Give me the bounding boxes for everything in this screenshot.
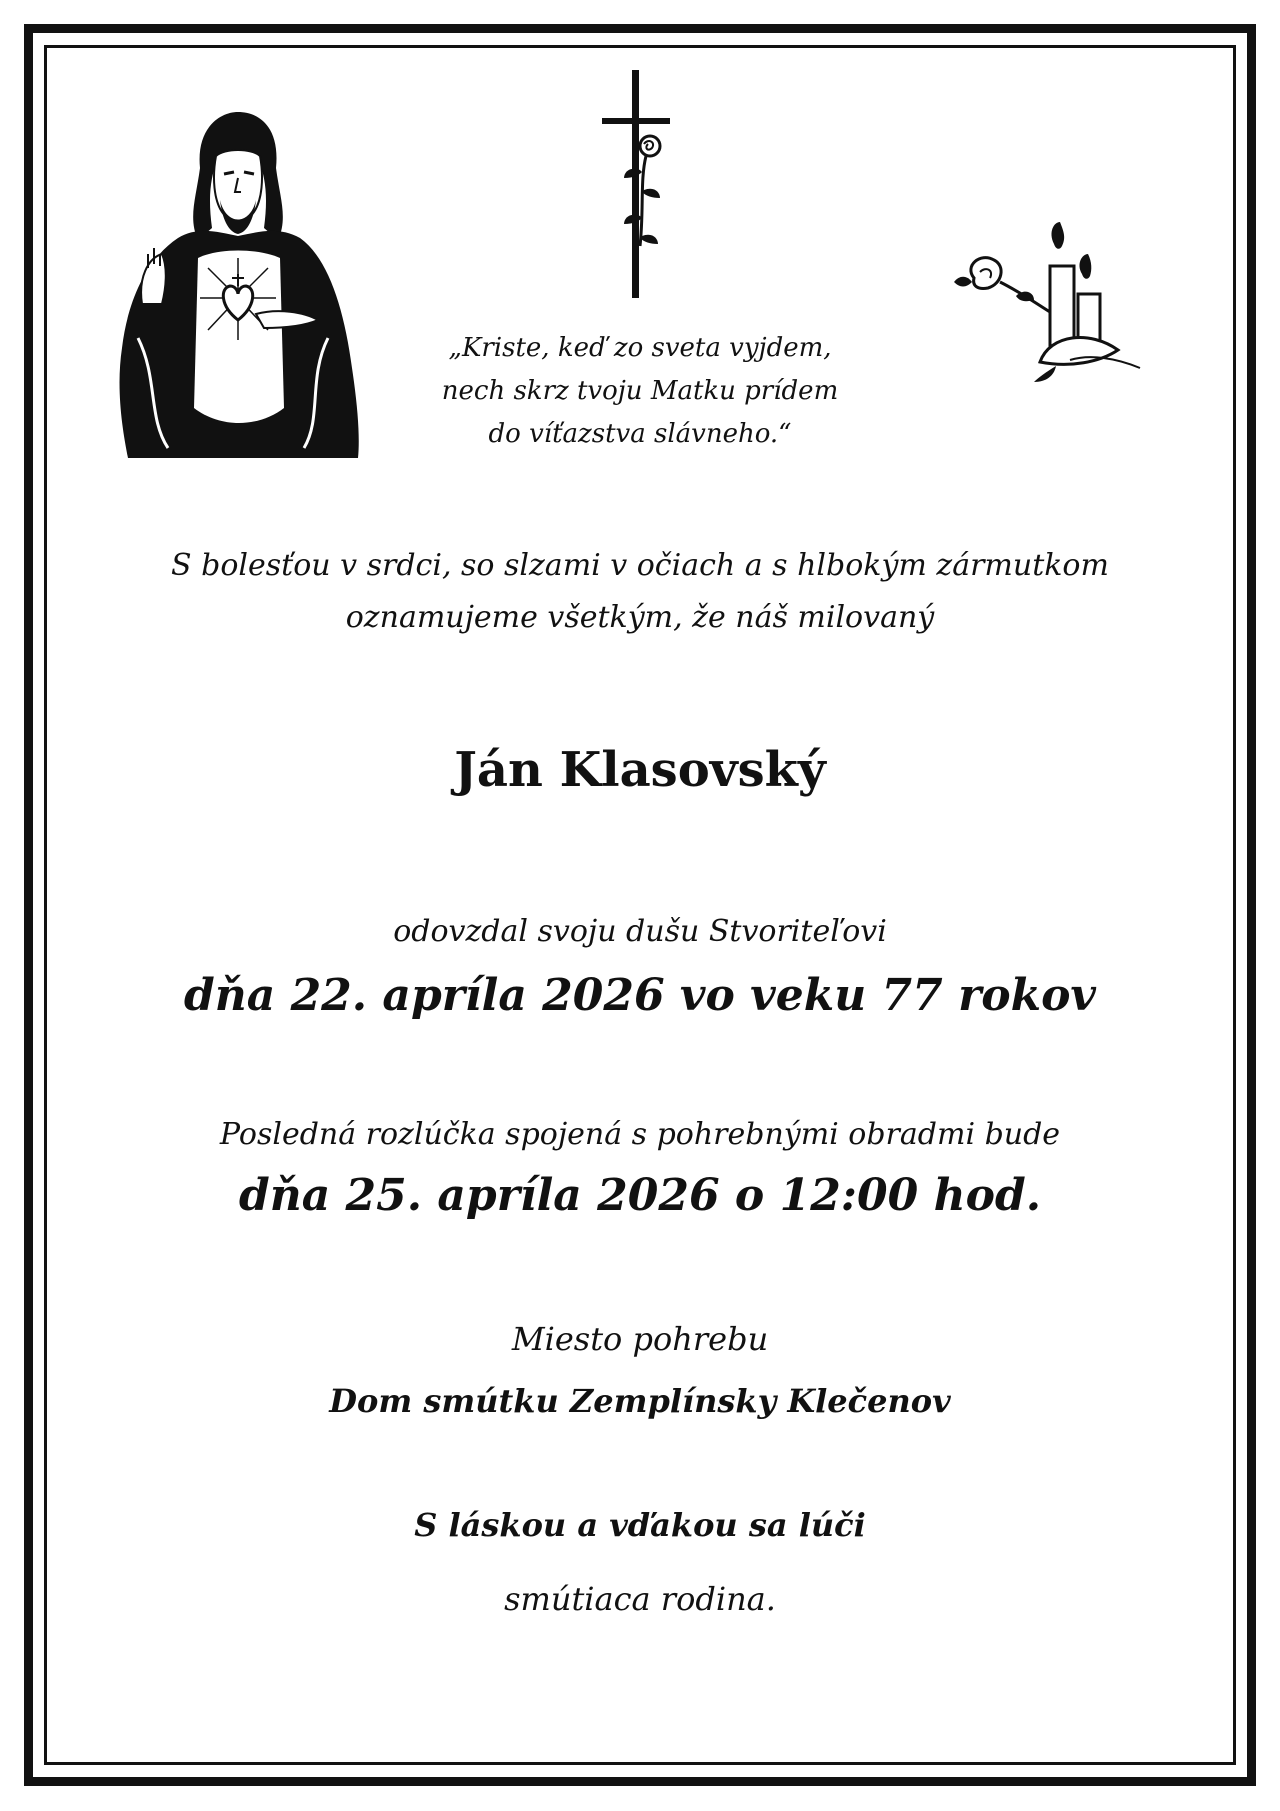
quote-line-2: nech skrz tvoju Matku prídem — [441, 376, 839, 406]
quote-line-1: „Kriste, keď zo sveta vyjdem, — [448, 333, 832, 363]
funeral-line-1: Posledná rozlúčka spojená s pohrebnými obradmi bude — [219, 1117, 1061, 1152]
death-date: dňa 22. apríla 2026 vo veku 77 rokov — [183, 970, 1096, 1021]
deceased-name: Ján Klasovský — [454, 742, 826, 798]
farewell-line-2: smútiaca rodina. — [504, 1580, 776, 1618]
death-line-1: odovzdal svoju dušu Stvoriteľovi — [393, 914, 887, 949]
place-name: Dom smútku Zemplínsky Klečenov — [329, 1382, 951, 1420]
farewell-line-1: S láskou a vďakou sa lúči — [414, 1506, 866, 1544]
intro-line-1: S bolesťou v srdci, so slzami v očiach a s hlbokým zármutkom — [171, 548, 1109, 583]
place-label: Miesto pohrebu — [511, 1320, 769, 1358]
cross-with-rose-icon — [600, 70, 676, 300]
quote-line-3: do víťazstva slávneho.“ — [488, 419, 792, 449]
funeral-date: dňa 25. apríla 2026 o 12:00 hod. — [238, 1170, 1042, 1221]
intro-line-2: oznamujeme všetkým, že náš milovaný — [345, 600, 935, 635]
